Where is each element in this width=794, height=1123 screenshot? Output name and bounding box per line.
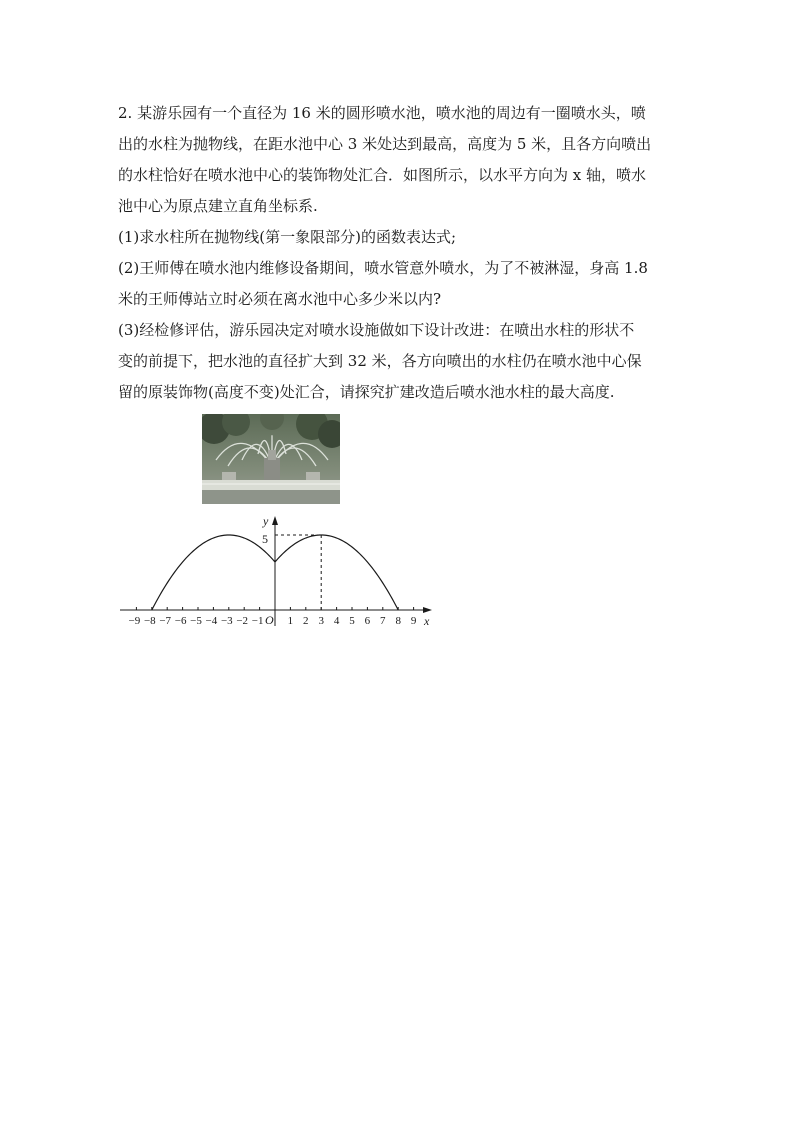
x-axis-label: x [424,614,430,628]
fountain-photo-drawing [202,414,340,504]
x-tick-label: −8 [143,615,156,627]
question-3-cont: 留的原装饰物(高度不变)处汇合，请探究扩建改造后喷水池水柱的最大高度. [118,383,615,401]
x-tick-label: 5 [349,615,355,627]
x-tick-label: −5 [190,615,202,627]
peak-guides [275,535,321,610]
x-tick-label: 1 [287,615,294,627]
x-tick-label: −4 [205,615,218,627]
x-ticks-negative [129,615,264,627]
origin-label: O [265,613,274,627]
peak-height-label: 5 [262,532,268,546]
x-tick-label: 7 [380,615,386,627]
x-tick-label: 3 [318,615,324,627]
x-tick-label: −2 [236,615,249,627]
parabola-graph [118,510,440,632]
problem-text [118,98,698,408]
x-tick-label: 8 [395,615,401,627]
y-axis-label: y [263,514,269,528]
x-tick-label: −1 [251,615,264,627]
x-tick-label: −3 [220,615,233,627]
x-axis-arrow [423,607,432,613]
question-1: (1)求水柱所在抛物线(第一象限部分)的函数表达式; [118,228,457,246]
question-2-cont: 米的王师傅站立时必须在离水池中心多少米以内? [118,290,442,308]
x-tick-label: 4 [333,615,340,627]
right-parabola-arc [275,535,398,610]
problem-line: 2. 某游乐园有一个直径为 16 米的圆形喷水池，喷水池的周边有一圈喷水头，喷 [118,104,646,122]
fountain-photo [202,414,340,504]
problem-line: 池中心为原点建立直角坐标系. [118,197,318,215]
x-ticks-positive [288,615,417,627]
y-axis-arrow [272,516,278,525]
x-tick-label: 6 [364,615,371,627]
x-tick-label: −6 [174,615,187,627]
question-2: (2)王师傅在喷水池内维修设备期间，喷水管意外喷水，为了不被淋湿，身高 1.8 [118,259,648,277]
x-tick-label: −7 [159,615,172,627]
problem-line: 的水柱恰好在喷水池中心的装饰物处汇合．如图所示，以水平方向为 x 轴，喷水 [118,166,646,184]
x-tick-label: 9 [410,615,417,627]
question-3-cont: 变的前提下，把水池的直径扩大到 32 米，各方向喷出的水柱仍在喷水池中心保 [118,352,642,370]
left-parabola-arc [152,535,275,610]
x-tick-label: −9 [128,615,141,627]
question-3: (3)经检修评估，游乐园决定对喷水设施做如下设计改进：在喷出水柱的形状不 [118,321,635,339]
problem-line: 出的水柱为抛物线，在距水池中心 3 米处达到最高，高度为 5 米，且各方向喷出 [118,135,652,153]
x-tick-label: 2 [303,615,309,627]
